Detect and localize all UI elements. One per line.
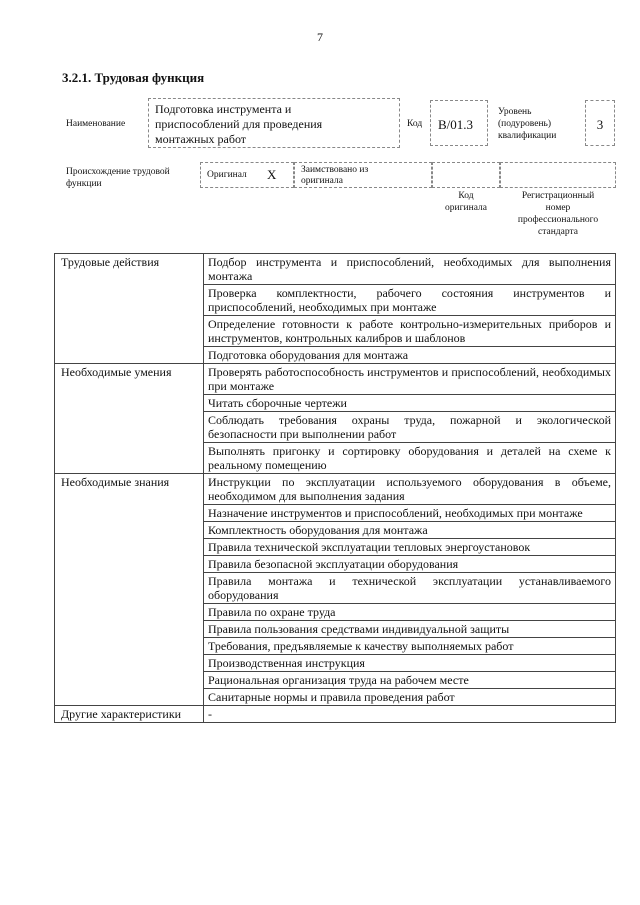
caption-line: стандарта: [538, 227, 578, 237]
table-row: [55, 689, 616, 706]
labor-action-item: Проверка комплектности, рабочего состояния инструментов и приспособлений, необходимых при монтаже: [204, 285, 616, 316]
knowledge-item: Требования, предъявляемые к качеству выполняемых работ: [204, 638, 616, 655]
original-box: [200, 162, 294, 188]
category-cell: [55, 443, 204, 474]
category-cell: [55, 621, 204, 638]
category-cell: [55, 522, 204, 539]
category-cell: [55, 412, 204, 443]
category-cell: [55, 316, 204, 347]
name-label: Наименование: [66, 119, 126, 129]
origin-label-line: функции: [66, 179, 102, 189]
table-row: [55, 285, 616, 316]
category-cell: [55, 347, 204, 364]
knowledge-item: Инструкции по эксплуатации используемого оборудования в объеме, необходимом для выполнения задания: [204, 474, 616, 505]
labor-actions-label: Трудовые действия: [55, 254, 204, 285]
table-row: [55, 604, 616, 621]
knowledge-item: Рациональная организация труда на рабочем месте: [204, 672, 616, 689]
borrowed-box: [294, 162, 432, 188]
knowledge-item: Правила монтажа и технической эксплуатации устанавливаемого оборудования: [204, 573, 616, 604]
caption-line: Регистрационный: [521, 191, 595, 201]
table-row: [55, 412, 616, 443]
table-row: [55, 443, 616, 474]
labor-action-item: Подбор инструмента и приспособлений, необходимых для выполнения монтажа: [204, 254, 616, 285]
borrowed-label-line: оригинала: [301, 176, 343, 186]
knowledge-item: Комплектность оборудования для монтажа: [204, 522, 616, 539]
original-label: Оригинал: [207, 170, 247, 180]
code-value: B/01.3: [438, 117, 474, 132]
skill-item: Выполнять пригонку и сортировку оборудования и деталей на схеме к реальному помещению: [204, 443, 616, 474]
skill-item: Проверять работоспособность инструментов и приспособлений, необходимых при монтаже: [204, 364, 616, 395]
table-row: [55, 621, 616, 638]
section-title: 3.2.1. Трудовая функция: [62, 70, 205, 85]
category-cell: [55, 672, 204, 689]
table-row: [55, 672, 616, 689]
labor-action-item: Определение готовности к работе контрольно-измерительных приборов и инструментов, контрольных калибров и шаблонов: [204, 316, 616, 347]
knowledge-item: Назначение инструментов и приспособлений, необходимых при монтаже: [204, 505, 616, 522]
table-row: [55, 556, 616, 573]
category-cell: [55, 573, 204, 604]
original-code-box: [432, 162, 500, 188]
category-cell: [55, 556, 204, 573]
table-row: [55, 638, 616, 655]
borrowed-label: [301, 165, 368, 187]
knowledge-item: Правила безопасной эксплуатации оборудования: [204, 556, 616, 573]
category-cell: [55, 689, 204, 706]
category-cell: [55, 655, 204, 672]
function-name-box: [148, 98, 400, 148]
level-label-line: (подуровень): [498, 119, 552, 129]
skills-label: Необходимые умения: [55, 364, 204, 395]
caption-line: Код: [458, 191, 474, 201]
level-value: 3: [596, 117, 604, 132]
borrowed-label-line: Заимствовано из: [301, 165, 369, 175]
category-cell: [55, 395, 204, 412]
original-mark: X: [267, 167, 277, 182]
category-cell: [55, 604, 204, 621]
table-row: [55, 395, 616, 412]
level-box: [585, 100, 615, 146]
origin-label: [66, 166, 196, 190]
knowledge-item: Правила пользования средствами индивидуальной защиты: [204, 621, 616, 638]
function-details-table: [54, 253, 616, 723]
function-name-line: монтажных работ: [155, 132, 247, 146]
skill-item: Соблюдать требования охраны труда, пожарной и экологической безопасности при выполнении работ: [204, 412, 616, 443]
table-row: [55, 539, 616, 556]
table-row: [55, 474, 616, 505]
table-row: [55, 505, 616, 522]
registration-number-caption: [500, 190, 616, 238]
code-box: [430, 100, 488, 146]
table-row: [55, 655, 616, 672]
knowledge-item: Санитарные нормы и правила проведения работ: [204, 689, 616, 706]
table-row: [55, 347, 616, 364]
skill-item: Читать сборочные чертежи: [204, 395, 616, 412]
knowledge-item: Производственная инструкция: [204, 655, 616, 672]
knowledge-label: Необходимые знания: [55, 474, 204, 505]
caption-line: профессионального: [517, 215, 599, 225]
original-code-caption: [432, 190, 500, 214]
caption-line: номер: [545, 203, 571, 213]
labor-action-item: Подготовка оборудования для монтажа: [204, 347, 616, 364]
knowledge-item: Правила по охране труда: [204, 604, 616, 621]
knowledge-item: Правила технической эксплуатации тепловых энергоустановок: [204, 539, 616, 556]
table-row: [55, 316, 616, 347]
function-name-line: приспособлений для проведения: [155, 117, 323, 131]
category-cell: [55, 539, 204, 556]
table-row: [55, 706, 616, 723]
caption-line: оригинала: [445, 203, 487, 213]
category-cell: [55, 505, 204, 522]
level-label-line: Уровень: [498, 107, 532, 117]
category-cell: [55, 638, 204, 655]
other-characteristics-value: -: [204, 706, 616, 723]
registration-number-box: [500, 162, 616, 188]
page-number: 7: [317, 30, 323, 44]
function-name: [155, 102, 322, 147]
origin-label-line: Происхождение трудовой: [66, 167, 170, 177]
category-cell: [55, 285, 204, 316]
code-label: Код: [407, 119, 423, 129]
table-row: [55, 573, 616, 604]
level-label-line: квалификации: [498, 131, 557, 141]
table-row: [55, 364, 616, 395]
function-name-line: Подготовка инструмента и: [155, 102, 292, 116]
level-label: [498, 106, 556, 142]
table-row: [55, 254, 616, 285]
table-row: [55, 522, 616, 539]
other-characteristics-label: Другие характеристики: [55, 706, 204, 723]
